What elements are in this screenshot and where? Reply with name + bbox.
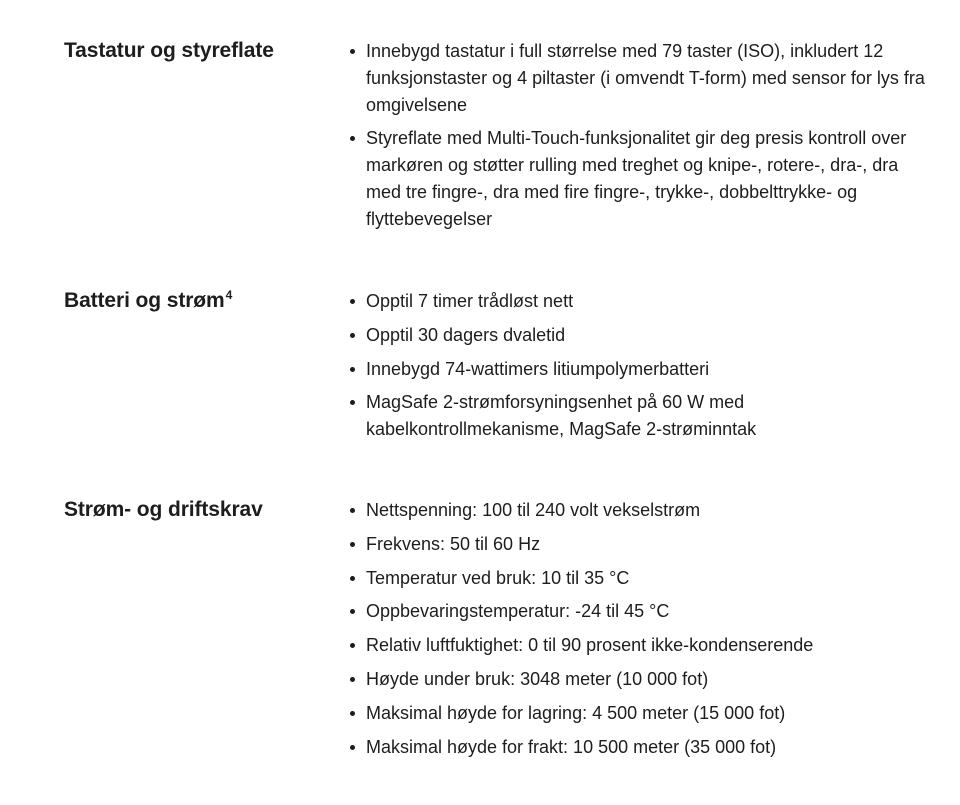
list-item: Temperatur ved bruk: 10 til 35 °C [366,565,926,592]
section-title-text: Batteri og strøm [64,289,225,312]
list-item: Oppbevaringstemperatur: -24 til 45 °C [366,598,926,625]
section-title-text: Strøm- og driftskrav [64,498,263,521]
footnote-marker[interactable]: 4 [225,288,233,302]
list-item: Styreflate med Multi-Touch-funksjonalitet gir deg presis kontroll over markøren og støtter rulling med treghet og knipe-, rotere-, dra-, dra med tre fingre-, dra med fire fingre-, trykke-, dobbelttrykke- og flyttebevegelser [366,125,926,232]
list-item: Maksimal høyde for lagring: 4 500 meter (15 000 fot) [366,700,926,727]
spec-list [366,497,926,767]
list-item: Maksimal høyde for frakt: 10 500 meter (35 000 fot) [366,734,926,761]
spec-list [366,288,926,450]
list-item: Opptil 7 timer trådløst nett [366,288,926,315]
list-item: Relativ luftfuktighet: 0 til 90 prosent ikke-kondenserende [366,632,926,659]
section-title [64,496,263,524]
list-item: Nettspenning: 100 til 240 volt vekselstrøm [366,497,926,524]
spec-list [366,38,926,240]
section-title [64,37,274,65]
list-item: Opptil 30 dagers dvaletid [366,322,926,349]
list-item: Innebygd 74-wattimers litiumpolymerbatteri [366,356,926,383]
list-item: Høyde under bruk: 3048 meter (10 000 fot) [366,666,926,693]
section-title [64,287,232,315]
section-title-text: Tastatur og styreflate [64,39,274,62]
list-item: Innebygd tastatur i full størrelse med 79 taster (ISO), inkludert 12 funksjonstaster og 4 piltaster (i omvendt T-form) med sensor for lys fra omgivelsene [366,38,926,118]
list-item: MagSafe 2-strømforsyningsenhet på 60 W med kabelkontrollmekanisme, MagSafe 2-strøminntak [366,389,926,443]
list-item: Frekvens: 50 til 60 Hz [366,531,926,558]
